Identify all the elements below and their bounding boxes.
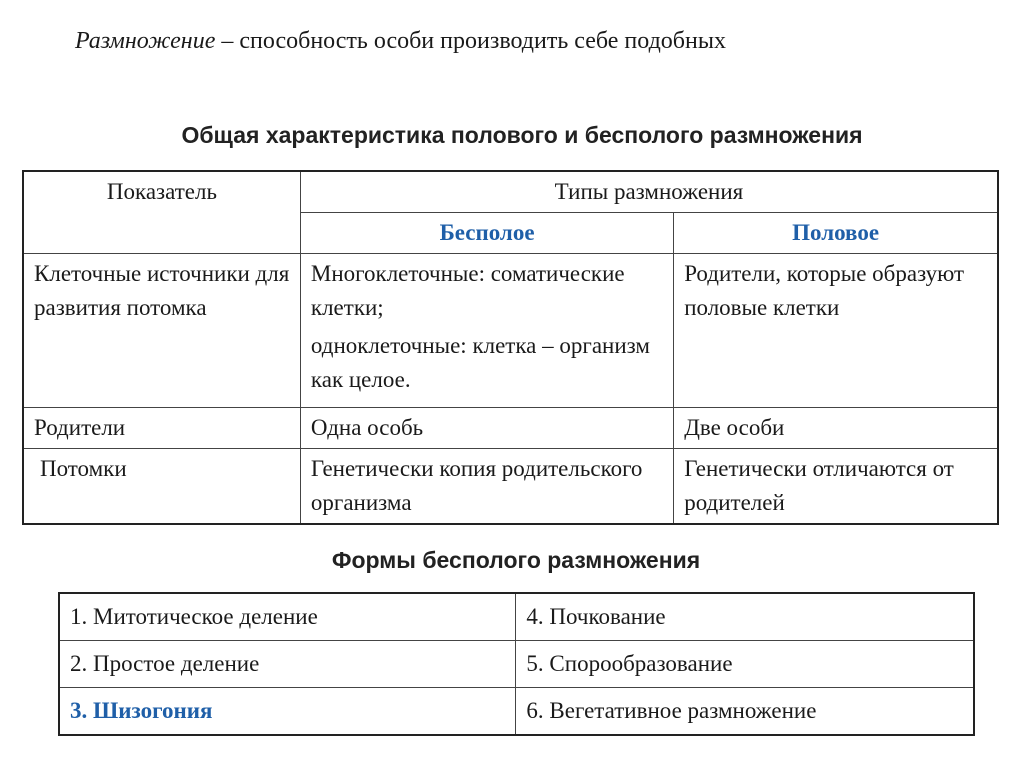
- form-item: 6. Вегетативное размножение: [516, 688, 974, 736]
- header-types: Типы размножения: [300, 171, 998, 213]
- form-item: 2. Простое деление: [59, 641, 516, 688]
- table-row: [59, 593, 974, 641]
- header-indicator: Показатель: [23, 171, 300, 254]
- forms-table: [58, 592, 975, 736]
- table-row: [23, 449, 998, 525]
- header-asexual: Бесполое: [300, 213, 673, 254]
- forms-heading: Формы бесполого размножения: [331, 547, 701, 573]
- form-item: 4. Почкование: [516, 593, 974, 641]
- row-asexual: Генетически копия родительского организма: [300, 449, 673, 525]
- row-sexual: Родители, которые образуют половые клетки: [674, 254, 998, 408]
- row-asexual: [300, 254, 673, 408]
- row-sexual: Генетически отличаются от родителей: [674, 449, 998, 525]
- definition-text: – способность особи производить себе подобных: [215, 28, 726, 54]
- table-row: [59, 641, 974, 688]
- header-sexual: Половое: [674, 213, 998, 254]
- main-heading: Общая характеристика полового и бесполого размножения: [181, 122, 863, 148]
- row-indicator: Родители: [23, 408, 300, 449]
- form-item: 1. Митотическое деление: [59, 593, 516, 641]
- row-indicator: Потомки: [23, 449, 300, 525]
- table-row: [59, 688, 974, 736]
- form-item: 5. Спорообразование: [516, 641, 974, 688]
- form-item-highlighted: 3. Шизогония: [59, 688, 516, 736]
- definition-term: Размножение: [75, 28, 216, 54]
- asexual-text-2: одноклеточные: клетка – организм как целое.: [310, 333, 650, 392]
- asexual-text-1: Многоклеточные: соматические клетки;: [310, 261, 625, 320]
- row-sexual: Две особи: [674, 408, 998, 449]
- table-row: [23, 254, 998, 408]
- row-asexual: Одна особь: [300, 408, 673, 449]
- definition-line: [75, 28, 726, 55]
- comparison-table: [22, 170, 999, 525]
- table-header-row: [23, 171, 998, 213]
- row-indicator: Клеточные источники для развития потомка: [23, 254, 300, 408]
- table-row: [23, 408, 998, 449]
